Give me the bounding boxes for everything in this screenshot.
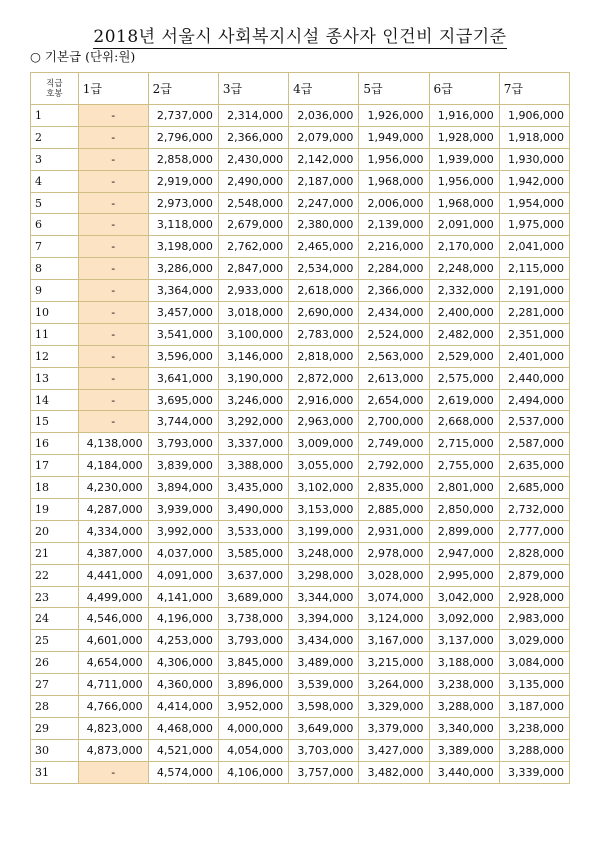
salary-cell: 1,918,000 xyxy=(499,126,569,148)
table-row xyxy=(31,148,570,170)
step-number-cell: 17 xyxy=(31,455,79,477)
salary-cell: 3,009,000 xyxy=(289,433,359,455)
step-number-cell: 8 xyxy=(31,258,79,280)
table-row xyxy=(31,542,570,564)
salary-cell: 2,332,000 xyxy=(429,280,499,302)
salary-cell: 2,685,000 xyxy=(499,477,569,499)
step-number-cell: 27 xyxy=(31,674,79,696)
table-row xyxy=(31,126,570,148)
step-number-cell: 6 xyxy=(31,214,79,236)
salary-cell: 4,106,000 xyxy=(218,761,288,783)
salary-cell: 2,618,000 xyxy=(289,280,359,302)
salary-cell: 2,587,000 xyxy=(499,433,569,455)
salary-cell: 2,872,000 xyxy=(289,367,359,389)
empty-salary-cell: - xyxy=(78,345,148,367)
salary-cell: 2,654,000 xyxy=(359,389,429,411)
salary-cell: 3,137,000 xyxy=(429,630,499,652)
salary-cell: 2,885,000 xyxy=(359,499,429,521)
salary-cell: 2,931,000 xyxy=(359,520,429,542)
step-number-cell: 30 xyxy=(31,739,79,761)
salary-cell: 2,284,000 xyxy=(359,258,429,280)
salary-cell: 4,037,000 xyxy=(148,542,218,564)
salary-cell: 2,700,000 xyxy=(359,411,429,433)
salary-cell: 3,839,000 xyxy=(148,455,218,477)
salary-cell: 3,793,000 xyxy=(148,433,218,455)
table-row xyxy=(31,564,570,586)
salary-cell: 3,457,000 xyxy=(148,302,218,324)
salary-cell: 2,314,000 xyxy=(218,105,288,127)
salary-cell: 3,153,000 xyxy=(289,499,359,521)
salary-cell: 3,744,000 xyxy=(148,411,218,433)
salary-cell: 2,995,000 xyxy=(429,564,499,586)
empty-salary-cell: - xyxy=(78,367,148,389)
salary-cell: 3,689,000 xyxy=(218,586,288,608)
empty-salary-cell: - xyxy=(78,214,148,236)
salary-cell: 4,499,000 xyxy=(78,586,148,608)
salary-cell: 2,715,000 xyxy=(429,433,499,455)
table-body xyxy=(31,105,570,784)
salary-cell: 1,956,000 xyxy=(429,170,499,192)
salary-cell: 3,340,000 xyxy=(429,717,499,739)
step-number-cell: 13 xyxy=(31,367,79,389)
salary-cell: 2,792,000 xyxy=(359,455,429,477)
salary-cell: 2,401,000 xyxy=(499,345,569,367)
salary-cell: 3,167,000 xyxy=(359,630,429,652)
salary-cell: 1,939,000 xyxy=(429,148,499,170)
step-number-cell: 28 xyxy=(31,696,79,718)
salary-cell: 2,928,000 xyxy=(499,586,569,608)
salary-cell: 2,524,000 xyxy=(359,323,429,345)
salary-cell: 4,654,000 xyxy=(78,652,148,674)
salary-cell: 2,668,000 xyxy=(429,411,499,433)
salary-cell: 4,387,000 xyxy=(78,542,148,564)
salary-cell: 3,118,000 xyxy=(148,214,218,236)
salary-cell: 2,170,000 xyxy=(429,236,499,258)
salary-cell: 2,916,000 xyxy=(289,389,359,411)
empty-salary-cell: - xyxy=(78,126,148,148)
salary-cell: 2,777,000 xyxy=(499,520,569,542)
grade-header: 6급 xyxy=(429,73,499,105)
salary-cell: 2,732,000 xyxy=(499,499,569,521)
salary-cell: 2,281,000 xyxy=(499,302,569,324)
salary-cell: 2,679,000 xyxy=(218,214,288,236)
step-number-cell: 3 xyxy=(31,148,79,170)
salary-cell: 2,494,000 xyxy=(499,389,569,411)
page-title xyxy=(0,22,600,47)
salary-cell: 3,482,000 xyxy=(359,761,429,783)
table-row xyxy=(31,674,570,696)
salary-cell: 1,930,000 xyxy=(499,148,569,170)
salary-cell: 3,286,000 xyxy=(148,258,218,280)
salary-cell: 2,850,000 xyxy=(429,499,499,521)
salary-cell: 3,248,000 xyxy=(289,542,359,564)
salary-cell: 1,928,000 xyxy=(429,126,499,148)
salary-cell: 3,124,000 xyxy=(359,608,429,630)
salary-cell: 3,102,000 xyxy=(289,477,359,499)
salary-cell: 2,613,000 xyxy=(359,367,429,389)
grade-header: 7급 xyxy=(499,73,569,105)
salary-cell: 3,055,000 xyxy=(289,455,359,477)
table-row xyxy=(31,608,570,630)
salary-cell: 4,601,000 xyxy=(78,630,148,652)
empty-salary-cell: - xyxy=(78,323,148,345)
salary-cell: 3,100,000 xyxy=(218,323,288,345)
salary-cell: 2,899,000 xyxy=(429,520,499,542)
salary-cell: 4,441,000 xyxy=(78,564,148,586)
salary-cell: 3,649,000 xyxy=(289,717,359,739)
salary-cell: 3,641,000 xyxy=(148,367,218,389)
salary-cell: 4,230,000 xyxy=(78,477,148,499)
salary-cell: 3,379,000 xyxy=(359,717,429,739)
table-row xyxy=(31,170,570,192)
table-row xyxy=(31,367,570,389)
salary-cell: 2,248,000 xyxy=(429,258,499,280)
step-number-cell: 11 xyxy=(31,323,79,345)
salary-cell: 4,766,000 xyxy=(78,696,148,718)
salary-cell: 4,141,000 xyxy=(148,586,218,608)
salary-cell: 3,598,000 xyxy=(289,696,359,718)
salary-cell: 3,146,000 xyxy=(218,345,288,367)
salary-cell: 3,541,000 xyxy=(148,323,218,345)
salary-cell: 4,184,000 xyxy=(78,455,148,477)
table-row xyxy=(31,717,570,739)
salary-cell: 4,000,000 xyxy=(218,717,288,739)
step-number-cell: 2 xyxy=(31,126,79,148)
salary-cell: 3,339,000 xyxy=(499,761,569,783)
salary-cell: 2,434,000 xyxy=(359,302,429,324)
table-row xyxy=(31,280,570,302)
salary-cell: 1,968,000 xyxy=(359,170,429,192)
salary-cell: 2,963,000 xyxy=(289,411,359,433)
salary-cell: 2,041,000 xyxy=(499,236,569,258)
corner-header xyxy=(31,73,79,105)
salary-cell: 2,978,000 xyxy=(359,542,429,564)
salary-cell: 2,828,000 xyxy=(499,542,569,564)
salary-cell: 3,187,000 xyxy=(499,696,569,718)
salary-cell: 2,142,000 xyxy=(289,148,359,170)
step-number-cell: 14 xyxy=(31,389,79,411)
empty-salary-cell: - xyxy=(78,236,148,258)
salary-cell: 3,344,000 xyxy=(289,586,359,608)
salary-cell: 3,238,000 xyxy=(499,717,569,739)
empty-salary-cell: - xyxy=(78,389,148,411)
salary-cell: 3,427,000 xyxy=(359,739,429,761)
salary-cell: 3,394,000 xyxy=(289,608,359,630)
salary-cell: 3,042,000 xyxy=(429,586,499,608)
salary-cell: 2,619,000 xyxy=(429,389,499,411)
step-number-cell: 24 xyxy=(31,608,79,630)
salary-cell: 3,028,000 xyxy=(359,564,429,586)
salary-cell: 4,054,000 xyxy=(218,739,288,761)
table-row xyxy=(31,586,570,608)
salary-cell: 3,389,000 xyxy=(429,739,499,761)
salary-cell: 2,191,000 xyxy=(499,280,569,302)
step-number-cell: 12 xyxy=(31,345,79,367)
empty-salary-cell: - xyxy=(78,302,148,324)
salary-cell: 2,737,000 xyxy=(148,105,218,127)
table-row xyxy=(31,455,570,477)
grade-header: 3급 xyxy=(218,73,288,105)
empty-salary-cell: - xyxy=(78,170,148,192)
step-number-cell: 18 xyxy=(31,477,79,499)
salary-cell: 3,092,000 xyxy=(429,608,499,630)
salary-cell: 2,635,000 xyxy=(499,455,569,477)
salary-cell: 2,430,000 xyxy=(218,148,288,170)
table-row xyxy=(31,258,570,280)
salary-cell: 3,992,000 xyxy=(148,520,218,542)
salary-cell: 3,288,000 xyxy=(429,696,499,718)
salary-cell: 1,956,000 xyxy=(359,148,429,170)
empty-salary-cell: - xyxy=(78,280,148,302)
salary-cell: 3,292,000 xyxy=(218,411,288,433)
step-number-cell: 22 xyxy=(31,564,79,586)
salary-cell: 3,845,000 xyxy=(218,652,288,674)
salary-cell: 2,529,000 xyxy=(429,345,499,367)
salary-cell: 2,465,000 xyxy=(289,236,359,258)
salary-cell: 2,366,000 xyxy=(359,280,429,302)
table-row xyxy=(31,477,570,499)
step-number-cell: 15 xyxy=(31,411,79,433)
table-row xyxy=(31,652,570,674)
step-number-cell: 1 xyxy=(31,105,79,127)
salary-cell: 2,482,000 xyxy=(429,323,499,345)
salary-cell: 4,334,000 xyxy=(78,520,148,542)
salary-cell: 4,414,000 xyxy=(148,696,218,718)
step-number-cell: 26 xyxy=(31,652,79,674)
step-number-cell: 29 xyxy=(31,717,79,739)
salary-cell: 3,029,000 xyxy=(499,630,569,652)
salary-cell: 1,926,000 xyxy=(359,105,429,127)
salary-cell: 4,711,000 xyxy=(78,674,148,696)
corner-step-label: 호봉 xyxy=(46,88,63,99)
salary-cell: 4,287,000 xyxy=(78,499,148,521)
table-row xyxy=(31,696,570,718)
salary-cell: 3,388,000 xyxy=(218,455,288,477)
salary-cell: 2,973,000 xyxy=(148,192,218,214)
salary-cell: 3,793,000 xyxy=(218,630,288,652)
salary-cell: 2,036,000 xyxy=(289,105,359,127)
salary-cell: 3,074,000 xyxy=(359,586,429,608)
salary-table xyxy=(30,72,570,784)
step-number-cell: 16 xyxy=(31,433,79,455)
salary-cell: 3,703,000 xyxy=(289,739,359,761)
salary-cell: 3,533,000 xyxy=(218,520,288,542)
step-number-cell: 23 xyxy=(31,586,79,608)
table-row xyxy=(31,411,570,433)
salary-cell: 2,818,000 xyxy=(289,345,359,367)
table-row xyxy=(31,630,570,652)
salary-cell: 3,939,000 xyxy=(148,499,218,521)
salary-cell: 3,190,000 xyxy=(218,367,288,389)
salary-cell: 3,435,000 xyxy=(218,477,288,499)
step-number-cell: 4 xyxy=(31,170,79,192)
salary-cell: 2,079,000 xyxy=(289,126,359,148)
salary-cell: 3,199,000 xyxy=(289,520,359,542)
salary-cell: 4,306,000 xyxy=(148,652,218,674)
corner-grade-label: 직급 xyxy=(46,78,63,89)
salary-cell: 2,933,000 xyxy=(218,280,288,302)
table-row xyxy=(31,236,570,258)
step-number-cell: 7 xyxy=(31,236,79,258)
step-number-cell: 10 xyxy=(31,302,79,324)
salary-cell: 4,360,000 xyxy=(148,674,218,696)
table-row xyxy=(31,105,570,127)
empty-salary-cell: - xyxy=(78,761,148,783)
salary-cell: 4,546,000 xyxy=(78,608,148,630)
salary-cell: 1,916,000 xyxy=(429,105,499,127)
salary-cell: 3,695,000 xyxy=(148,389,218,411)
salary-cell: 3,757,000 xyxy=(289,761,359,783)
table-row xyxy=(31,389,570,411)
step-number-cell: 31 xyxy=(31,761,79,783)
step-number-cell: 25 xyxy=(31,630,79,652)
salary-cell: 3,896,000 xyxy=(218,674,288,696)
salary-cell: 2,440,000 xyxy=(499,367,569,389)
table-row xyxy=(31,433,570,455)
salary-cell: 3,952,000 xyxy=(218,696,288,718)
salary-cell: 3,238,000 xyxy=(429,674,499,696)
grade-header: 1급 xyxy=(78,73,148,105)
salary-cell: 2,947,000 xyxy=(429,542,499,564)
step-number-cell: 21 xyxy=(31,542,79,564)
salary-cell: 4,468,000 xyxy=(148,717,218,739)
header-row xyxy=(31,73,570,105)
salary-cell: 4,823,000 xyxy=(78,717,148,739)
salary-cell: 2,755,000 xyxy=(429,455,499,477)
salary-cell: 3,188,000 xyxy=(429,652,499,674)
salary-cell: 3,738,000 xyxy=(218,608,288,630)
salary-cell: 3,329,000 xyxy=(359,696,429,718)
salary-cell: 3,264,000 xyxy=(359,674,429,696)
salary-cell: 4,521,000 xyxy=(148,739,218,761)
salary-cell: 3,894,000 xyxy=(148,477,218,499)
salary-cell: 2,537,000 xyxy=(499,411,569,433)
salary-cell: 2,575,000 xyxy=(429,367,499,389)
salary-cell: 2,783,000 xyxy=(289,323,359,345)
salary-cell: 3,337,000 xyxy=(218,433,288,455)
salary-cell: 2,216,000 xyxy=(359,236,429,258)
salary-cell: 4,574,000 xyxy=(148,761,218,783)
salary-cell: 2,858,000 xyxy=(148,148,218,170)
salary-cell: 3,084,000 xyxy=(499,652,569,674)
salary-cell: 4,253,000 xyxy=(148,630,218,652)
salary-cell: 3,490,000 xyxy=(218,499,288,521)
salary-cell: 2,548,000 xyxy=(218,192,288,214)
salary-cell: 2,879,000 xyxy=(499,564,569,586)
salary-cell: 1,942,000 xyxy=(499,170,569,192)
empty-salary-cell: - xyxy=(78,411,148,433)
salary-cell: 3,298,000 xyxy=(289,564,359,586)
step-number-cell: 9 xyxy=(31,280,79,302)
salary-cell: 3,596,000 xyxy=(148,345,218,367)
step-number-cell: 19 xyxy=(31,499,79,521)
salary-cell: 2,983,000 xyxy=(499,608,569,630)
salary-cell: 3,539,000 xyxy=(289,674,359,696)
salary-cell: 2,115,000 xyxy=(499,258,569,280)
salary-cell: 4,091,000 xyxy=(148,564,218,586)
salary-cell: 3,364,000 xyxy=(148,280,218,302)
salary-cell: 2,400,000 xyxy=(429,302,499,324)
salary-cell: 3,215,000 xyxy=(359,652,429,674)
section-subtitle: ○ 기본급 (단위:원) xyxy=(30,49,136,64)
salary-cell: 2,847,000 xyxy=(218,258,288,280)
salary-cell: 3,135,000 xyxy=(499,674,569,696)
grade-header: 2급 xyxy=(148,73,218,105)
salary-cell: 3,018,000 xyxy=(218,302,288,324)
salary-cell: 1,906,000 xyxy=(499,105,569,127)
salary-cell: 2,796,000 xyxy=(148,126,218,148)
salary-cell: 2,749,000 xyxy=(359,433,429,455)
salary-cell: 3,288,000 xyxy=(499,739,569,761)
salary-cell: 2,351,000 xyxy=(499,323,569,345)
salary-cell: 3,489,000 xyxy=(289,652,359,674)
salary-cell: 3,246,000 xyxy=(218,389,288,411)
empty-salary-cell: - xyxy=(78,148,148,170)
salary-cell: 2,139,000 xyxy=(359,214,429,236)
table-row xyxy=(31,520,570,542)
salary-cell: 4,138,000 xyxy=(78,433,148,455)
salary-cell: 4,196,000 xyxy=(148,608,218,630)
table-row xyxy=(31,192,570,214)
salary-cell: 1,975,000 xyxy=(499,214,569,236)
empty-salary-cell: - xyxy=(78,258,148,280)
salary-cell: 1,954,000 xyxy=(499,192,569,214)
salary-cell: 2,187,000 xyxy=(289,170,359,192)
grade-header: 5급 xyxy=(359,73,429,105)
table-row xyxy=(31,499,570,521)
salary-cell: 3,637,000 xyxy=(218,564,288,586)
table-row xyxy=(31,302,570,324)
salary-cell: 2,835,000 xyxy=(359,477,429,499)
salary-cell: 3,198,000 xyxy=(148,236,218,258)
salary-cell: 3,585,000 xyxy=(218,542,288,564)
salary-cell: 2,563,000 xyxy=(359,345,429,367)
table-row xyxy=(31,345,570,367)
page-title-text: 2018년 서울시 사회복지시설 종사자 인건비 지급기준 xyxy=(93,27,507,47)
salary-cell: 2,762,000 xyxy=(218,236,288,258)
empty-salary-cell: - xyxy=(78,105,148,127)
salary-cell: 3,434,000 xyxy=(289,630,359,652)
salary-cell: 3,440,000 xyxy=(429,761,499,783)
salary-cell: 2,919,000 xyxy=(148,170,218,192)
table-row xyxy=(31,214,570,236)
step-number-cell: 20 xyxy=(31,520,79,542)
salary-cell: 4,873,000 xyxy=(78,739,148,761)
salary-cell: 1,968,000 xyxy=(429,192,499,214)
salary-cell: 1,949,000 xyxy=(359,126,429,148)
salary-cell: 2,490,000 xyxy=(218,170,288,192)
empty-salary-cell: - xyxy=(78,192,148,214)
step-number-cell: 5 xyxy=(31,192,79,214)
salary-cell: 2,380,000 xyxy=(289,214,359,236)
salary-cell: 2,366,000 xyxy=(218,126,288,148)
salary-cell: 2,801,000 xyxy=(429,477,499,499)
salary-cell: 2,091,000 xyxy=(429,214,499,236)
salary-cell: 2,006,000 xyxy=(359,192,429,214)
table-row xyxy=(31,323,570,345)
grade-header: 4급 xyxy=(289,73,359,105)
salary-cell: 2,690,000 xyxy=(289,302,359,324)
table-row xyxy=(31,761,570,783)
salary-cell: 2,247,000 xyxy=(289,192,359,214)
table-row xyxy=(31,739,570,761)
salary-cell: 2,534,000 xyxy=(289,258,359,280)
